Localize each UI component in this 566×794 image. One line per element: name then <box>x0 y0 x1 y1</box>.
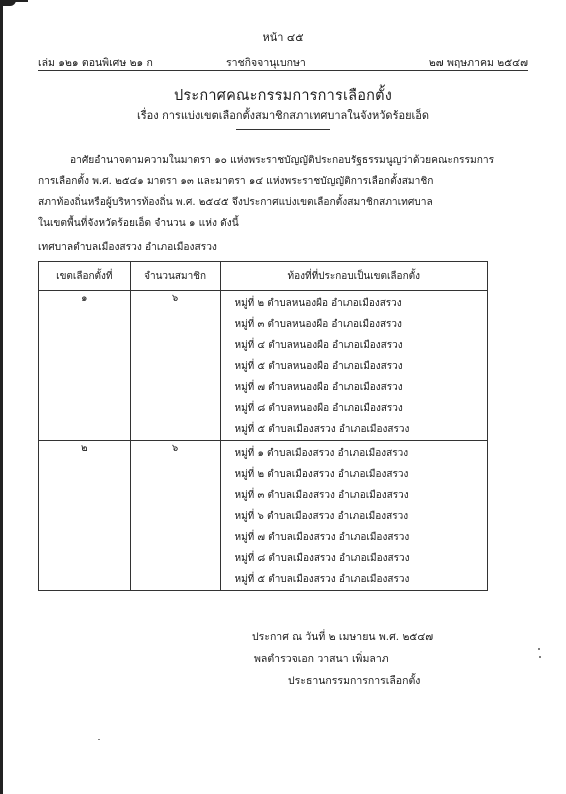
document-title: ประกาศคณะกรรมการการเลือกตั้ง <box>173 88 392 104</box>
area-item: หมู่ที่ ๘ ตำบลเมืองสรวง อำเภอเมืองสรวง <box>234 553 410 564</box>
table-row <box>39 291 488 441</box>
publication-date: ๒๗ พฤษภาคม ๒๕๔๗ <box>428 57 528 69</box>
body-line: สภาท้องถิ่นหรือผู้บริหารท้องถิ่น พ.ศ. ๒๕๔๕ จึงประกาศแบ่งเขตเลือกตั้งสมาชิกสภาเทศบาล <box>38 197 433 208</box>
table-row <box>39 441 488 591</box>
area-item: หมู่ที่ ๓ ตำบลหนองผือ อำเภอเมืองสรวง <box>234 319 402 330</box>
subject-divider <box>236 129 330 130</box>
header-divider <box>38 70 528 71</box>
scan-speck <box>538 648 540 650</box>
area-item: หมู่ที่ ๕ ตำบลเมืองสรวง อำเภอเมืองสรวง <box>234 424 410 435</box>
announcement-date: ประกาศ ณ วันที่ ๒ เมษายน พ.ศ. ๒๕๔๗ <box>252 631 434 643</box>
area-item: หมู่ที่ ๗ ตำบลเมืองสรวง อำเภอเมืองสรวง <box>234 532 410 543</box>
area-cell <box>220 291 488 441</box>
header-areas: ท้องที่ที่ประกอบเป็นเขตเลือกตั้ง <box>220 262 488 291</box>
body-paragraph <box>38 150 518 234</box>
area-item: หมู่ที่ ๕ ตำบลเมืองสรวง อำเภอเมืองสรวง <box>234 574 410 585</box>
area-item: หมู่ที่ ๘ ตำบลหนองผือ อำเภอเมืองสรวง <box>234 403 403 414</box>
signature-block <box>252 626 433 692</box>
area-item: หมู่ที่ ๕ ตำบลหนองผือ อำเภอเมืองสรวง <box>234 361 403 372</box>
area-cell <box>220 441 488 591</box>
publication-name: ราชกิจจานุเบกษา <box>226 57 306 69</box>
page-number: หน้า ๔๕ <box>262 31 304 44</box>
member-count: ๖ <box>130 441 220 591</box>
area-item: หมู่ที่ ๒ ตำบลหนองผือ อำเภอเมืองสรวง <box>234 298 402 309</box>
area-item: หมู่ที่ ๓ ตำบลเมืองสรวง อำเภอเมืองสรวง <box>234 490 409 501</box>
header-members: จำนวนสมาชิก <box>130 262 220 291</box>
district-number: ๒ <box>39 441 131 591</box>
body-line: การเลือกตั้ง พ.ศ. ๒๕๔๑ มาตรา ๑๓ และมาตรา ๑๔ แห่งพระราชบัญญัติการเลือกตั้งสมาชิก <box>38 176 434 187</box>
area-item: หมู่ที่ ๔ ตำบลหนองผือ อำเภอเมืองสรวง <box>234 340 403 351</box>
scan-speck <box>98 739 100 740</box>
area-item: หมู่ที่ ๖ ตำบลเมืองสรวง อำเภอเมืองสรวง <box>234 511 409 522</box>
area-item: หมู่ที่ ๗ ตำบลหนองผือ อำเภอเมืองสรวง <box>234 382 403 393</box>
signatory-position: ประธานกรรมการการเลือกตั้ง <box>288 675 421 687</box>
table-header-row <box>39 262 488 291</box>
municipality-label: เทศบาลตำบลเมืองสรวง อำเภอเมืองสรวง <box>38 242 217 253</box>
area-item: หมู่ที่ ๒ ตำบลเมืองสรวง อำเภอเมืองสรวง <box>234 469 409 480</box>
scan-corner-line <box>0 0 28 2</box>
area-item: หมู่ที่ ๑ ตำบลเมืองสรวง อำเภอเมืองสรวง <box>234 448 409 459</box>
volume-info: เล่ม ๑๒๑ ตอนพิเศษ ๒๑ ก <box>38 57 153 69</box>
member-count: ๖ <box>130 291 220 441</box>
district-number: ๑ <box>39 291 131 441</box>
body-line: ในเขตพื้นที่จังหวัดร้อยเอ็ด จำนวน ๑ แห่ง ดังนี้ <box>38 218 239 229</box>
signatory-name: พลตำรวจเอก วาสนา เพิ่มลาภ <box>254 653 389 665</box>
header-district: เขตเลือกตั้งที่ <box>39 262 131 291</box>
scan-speck <box>539 656 541 658</box>
document-subject: เรื่อง การแบ่งเขตเลือกตั้งสมาชิกสภาเทศบาลในจังหวัดร้อยเอ็ด <box>136 109 430 122</box>
electoral-district-table <box>38 261 488 591</box>
body-line: อาศัยอำนาจตามความในมาตรา ๑๐ แห่งพระราชบัญญัติประกอบรัฐธรรมนูญว่าด้วยคณะกรรมการ <box>70 155 495 166</box>
